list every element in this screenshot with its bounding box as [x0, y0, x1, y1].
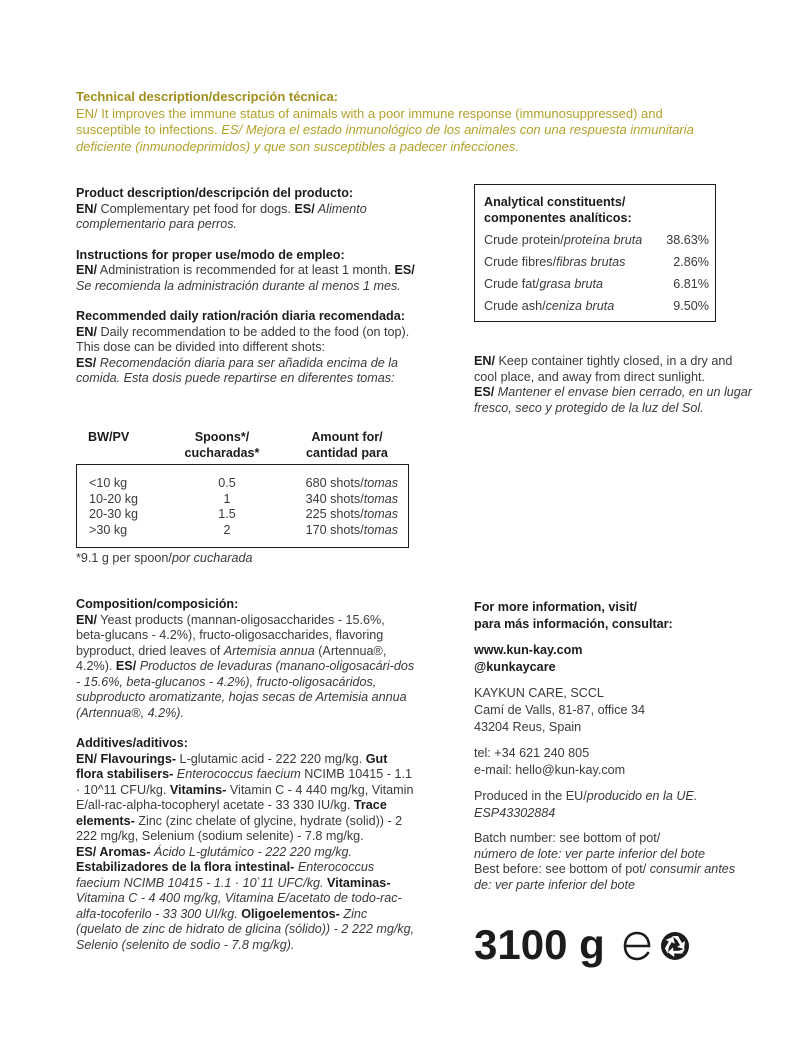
storage-en: Keep container tightly closed, in a dry and cool place, and away from direct sunlight.: [474, 354, 733, 384]
website-link[interactable]: www.kun-kay.com: [474, 643, 583, 657]
dose-tomas-word: tomas: [363, 491, 398, 506]
analytical-title: [484, 194, 704, 226]
additives-es-vit: Vitamina C - 4 400 mg/kg, Vitamina E/acetato de todo-rac-alfa-tocoferilo - 33 300 UI/kg.: [76, 891, 402, 921]
additives-en-label: EN/ Flavourings-: [76, 751, 177, 766]
dose-tomas-word: tomas: [363, 507, 398, 521]
instructions-en-label: EN/: [76, 263, 97, 277]
weight-icons: [622, 928, 696, 969]
product-es-label: ES/: [294, 201, 315, 216]
dose-col-bw: BW/PV: [88, 430, 130, 444]
product-body: [76, 202, 416, 233]
contact-details: [474, 745, 754, 779]
company-address: [474, 685, 754, 736]
technical-body: [76, 106, 726, 156]
produced-es: producido en la UE.: [586, 789, 698, 803]
instructions-body: [76, 263, 416, 294]
analytical-title-line1: Analytical constituents/: [484, 195, 626, 209]
dose-col-amount-line2: cantidad para: [306, 445, 388, 460]
dose-col-spoons-line2: cucharadas*: [184, 445, 260, 460]
dose-col-amount-line1: Amount for/: [311, 430, 383, 444]
composition-en-1: Yeast products (mannan-oligosaccharides - 15.6%, beta-glucans - 4.2%), fructo-oligosaccharides, flavoring byproduct, dried leaves of: [76, 612, 385, 658]
dose-spoons: 2: [223, 522, 231, 537]
analytical-value: 38.63%: [666, 233, 709, 247]
estimated-sign-icon: [625, 933, 649, 959]
left-column: [76, 186, 416, 402]
recycle-icon: [661, 932, 689, 960]
batch-en: Batch number: see bottom of pot/: [474, 831, 661, 845]
address-line2: 43204 Reus, Spain: [474, 720, 582, 734]
additives-vit-label: Vitamins-: [169, 782, 227, 797]
table-row: [77, 492, 408, 508]
additives-es-body: [76, 845, 416, 954]
instructions-en: Administration is recommended for at least 1 month.: [97, 263, 395, 277]
ration-es-body: [76, 356, 416, 387]
weight-icons-svg: [622, 928, 696, 964]
batch-es: número de lote: ver parte inferior del bote: [474, 846, 706, 861]
dose-spoons: 1: [223, 491, 231, 506]
analytical-name: [484, 277, 603, 293]
storage-es: Mantener el envase bien cerrado, en un lugar fresco, seco y protegido de la luz del Sol.: [474, 385, 752, 415]
composition-section: [76, 597, 416, 721]
storage-en-body: [474, 354, 754, 385]
technical-es: ES/ Mejora el estado inmunológico de los animales con una respuesta inmunitaria deficiente (inmunodeprimidos) y que son susceptibles a padecer infecciones.: [76, 122, 694, 154]
dose-weight: 10-20 kg: [89, 491, 139, 506]
additives-es-oligo: Zinc (quelato de zinc de hidrato de glicina (sólido)) - 2 222 mg/kg, Selenio (selenito de sodio - 7.8 mg/kg).: [76, 906, 415, 952]
additives-gut-label: Gut flora stabilisers-: [76, 751, 388, 781]
dose-table: [76, 464, 409, 548]
composition-column: [76, 597, 416, 968]
net-weight: 3100 g: [474, 921, 605, 968]
composition-es-label: ES/: [115, 659, 137, 673]
registration-code: ESP43302884: [474, 806, 556, 820]
additives-es-estab-label: Estabilizadores de la flora intestinal-: [76, 860, 295, 874]
dose-shots-word: shots/: [326, 507, 364, 521]
additives-gut-value: NCIMB 10415 - 1.1 · 10^11 CFU/kg.: [76, 767, 412, 797]
ration-en: Daily recommendation to be added to the food (on top). This dose can be divided into different shots:: [76, 324, 410, 354]
ration-en-label: EN/: [76, 324, 97, 339]
email: e-mail: hello@kun-kay.com: [474, 763, 626, 777]
additives-vit-value: Vitamin C - 4 440 mg/kg, Vitamin E/all-rac-alpha-tocopheryl acetate - 33 330 IU/kg.: [76, 782, 414, 812]
produced-in: [474, 788, 754, 805]
analytical-value: 6.81%: [673, 277, 709, 291]
dose-shots-word: shots/: [326, 476, 364, 490]
ration-section: [76, 309, 416, 387]
dose-tomas-word: tomas: [363, 476, 398, 490]
additives-heading: Additives/aditivos:: [76, 736, 188, 750]
table-row: [77, 476, 408, 492]
composition-heading: Composition/composición:: [76, 597, 239, 611]
best-before-es: consumir antes de: ver parte inferior del bote: [474, 862, 736, 892]
product-en: Complementary pet food for dogs.: [97, 201, 295, 216]
produced-en: Produced in the EU/: [474, 789, 587, 803]
analytical-constituents-box: [474, 184, 716, 322]
dose-shots-word: shots/: [326, 522, 364, 537]
dose-spoons: 1.5: [218, 507, 236, 521]
additives-es-oligo-label: Oligoelementos-: [241, 906, 340, 921]
spoon-note: [76, 551, 252, 567]
dose-spoons: 0.5: [218, 476, 236, 490]
table-row: [77, 507, 408, 523]
analytical-name: [484, 299, 614, 315]
analytical-name-es: fibras brutas: [556, 255, 626, 269]
more-info-heading-line2: para más información, consultar:: [474, 617, 673, 631]
dose-weight: 20-30 kg: [89, 507, 139, 521]
additives-es-label: ES/ Aromas-: [76, 844, 151, 859]
ration-es: Recomendación diaria para ser añadida encima de la comida. Esta dosis puede repartirse en diferentes tomas:: [76, 355, 399, 385]
additives-en-flav: L-glutamic acid - 222 220 mg/kg.: [176, 751, 366, 766]
analytical-value: 2.86%: [673, 255, 709, 269]
storage-instructions: [474, 354, 754, 416]
analytical-name: [484, 255, 625, 271]
dose-amount-value: 170: [305, 522, 327, 537]
product-en-label: EN/: [76, 201, 97, 216]
additives-gut-species: Enterococcus faecium: [173, 767, 301, 781]
origin-info: [474, 788, 754, 822]
spoon-note-en: *9.1 g per spoon/: [76, 551, 172, 565]
composition-es: Productos de levaduras (manano-oligosacári-dos - 15.6%, beta-glucanos - 4.2%), fructo-oligosacáridos, subproducto aromatizante, hojas secas de Artemisia annua (Artennua®, 4.2%).: [76, 659, 415, 720]
more-info-section: [474, 599, 754, 893]
instructions-heading: Instructions for proper use/modo de empleo:: [76, 247, 345, 262]
analytical-name-en: Crude fibres/: [484, 255, 557, 269]
analytical-name: [484, 233, 642, 249]
dose-amount-value: 225: [305, 507, 327, 521]
instructions-es: Se recomienda la administración durante al menos 1 mes.: [76, 278, 401, 293]
composition-en-italic: Artemisia annua: [223, 643, 315, 658]
social-handle[interactable]: @kunkaycare: [474, 660, 556, 674]
batch-info: [474, 831, 754, 893]
dose-amount: [306, 523, 398, 539]
additives-es-estab: Enterococcus faecium NCIMB 10415 - 1.1 · 10`11 UFC/kg.: [76, 860, 375, 890]
dose-weight: >30 kg: [89, 522, 128, 537]
dose-col-amount: [292, 430, 402, 461]
dose-amount-value: 340: [305, 491, 327, 506]
additives-trace-label: Trace elements-: [76, 798, 387, 828]
analytical-row: [484, 277, 709, 295]
spoon-note-es: por cucharada: [171, 551, 253, 565]
analytical-name-es: proteína bruta: [563, 233, 643, 247]
technical-en: EN/ It improves the immune status of animals with a poor immune response (immunosuppressed) and susceptible to infections.: [76, 105, 663, 137]
analytical-row: [484, 299, 709, 317]
dose-shots-word: shots/: [326, 491, 364, 506]
dose-tomas-word: tomas: [363, 522, 398, 537]
storage-es-label: ES/: [474, 385, 495, 399]
additives-es-arom: Ácido L-glutámico - 222 220 mg/kg.: [150, 844, 353, 859]
address-line1: Camí de Valls, 81-87, office 34: [474, 703, 646, 717]
composition-en-label: EN/: [76, 612, 97, 627]
product-heading: Product description/descripción del producto:: [76, 186, 354, 200]
ration-en-body: [76, 325, 416, 356]
analytical-name-en: Crude protein/: [484, 233, 564, 247]
additives-en-body: [76, 752, 416, 845]
dose-amount-value: 680: [305, 476, 327, 490]
table-row: [77, 523, 408, 539]
ration-es-label: ES/: [76, 355, 97, 370]
technical-description: [76, 89, 726, 155]
more-info-heading: [474, 599, 754, 633]
dose-amount: [306, 507, 398, 523]
telephone: tel: +34 621 240 805: [474, 746, 590, 760]
instructions-es-label: ES/: [394, 263, 415, 277]
dose-amount: [306, 476, 398, 492]
storage-es-body: [474, 385, 754, 416]
product-es: Alimento complementario para perros.: [76, 201, 367, 231]
best-before-en: Best before: see bottom of pot/: [474, 862, 647, 876]
analytical-name-es: ceniza bruta: [545, 299, 615, 313]
composition-en-2: (Artennua®, 4.2%).: [76, 643, 387, 673]
additives-section: [76, 736, 416, 953]
dose-col-spoons: [182, 430, 262, 461]
dose-amount: [306, 492, 398, 508]
composition-body: [76, 613, 416, 722]
analytical-value: 9.50%: [673, 299, 709, 313]
ration-heading: Recommended daily ration/ración diaria recomendada:: [76, 309, 405, 323]
dose-col-spoons-line1: Spoons*/: [194, 430, 250, 444]
analytical-name-en: Crude ash/: [484, 299, 546, 313]
more-info-heading-line1: For more information, visit/: [474, 600, 638, 614]
dose-weight: <10 kg: [89, 476, 128, 490]
product-description-section: [76, 186, 416, 233]
analytical-title-line2: componentes analíticos:: [484, 211, 632, 225]
best-before: [474, 862, 754, 893]
technical-heading: Technical description/descripción técnica:: [76, 89, 338, 104]
company-name: KAYKUN CARE, SCCL: [474, 686, 604, 700]
contact-links: [474, 642, 754, 676]
additives-es-vit-label: Vitaminas-: [327, 875, 391, 890]
analytical-name-en: Crude fat/: [484, 277, 540, 291]
instructions-section: [76, 248, 416, 295]
analytical-row: [484, 233, 709, 251]
analytical-row: [484, 255, 709, 273]
additives-trace-value: Zinc (zinc chelate of glycine, hydrate (solid)) - 2 222 mg/kg, Selenium (sodium selenite) - 7.8 mg/kg.: [76, 813, 403, 843]
analytical-name-es: grasa bruta: [539, 277, 604, 291]
storage-en-label: EN/: [474, 354, 495, 368]
